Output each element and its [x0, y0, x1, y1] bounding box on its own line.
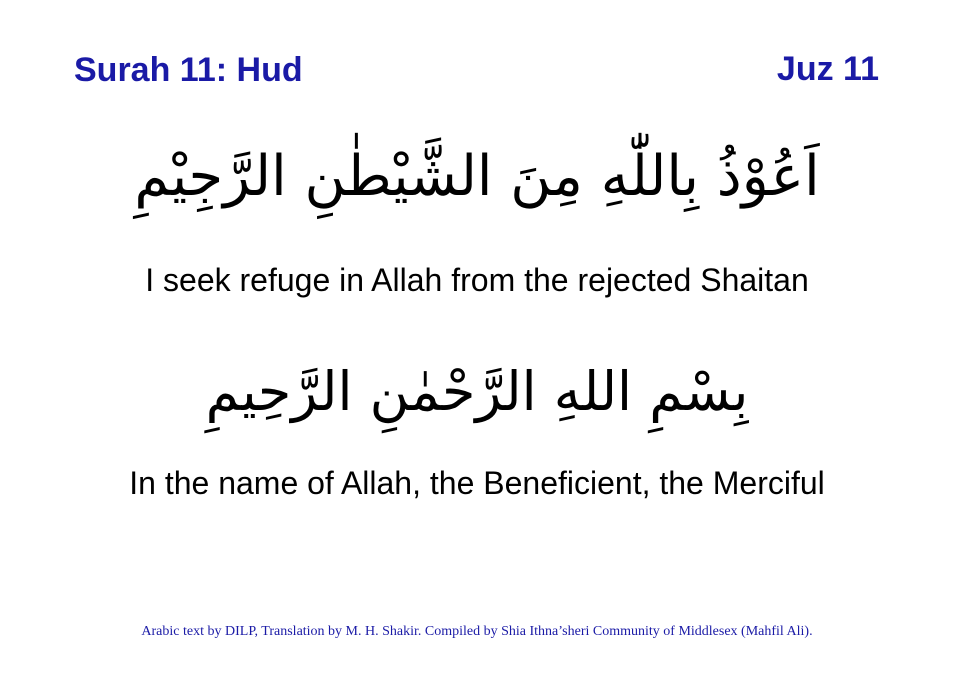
surah-title: Surah 11: Hud — [74, 51, 303, 89]
taawwudh-translation: I seek refuge in Allah from the rejected Shaitan — [145, 262, 809, 298]
basmala-arabic: بِسْمِ اللهِ الرَّحْمٰنِ الرَّحِيمِ — [205, 360, 749, 423]
footer-credits: Arabic text by DILP, Translation by M. H. Shakir. Compiled by Shia Ithna’sheri Community of Middlesex (Mahfil Ali). — [141, 624, 813, 639]
taawwudh-arabic: اَعُوْذُ بِاللّٰهِ مِنَ الشَّيْطٰنِ الرَّجِيْمِ — [134, 144, 820, 209]
juz-label: Juz 11 — [776, 50, 879, 88]
basmala-translation: In the name of Allah, the Beneficient, the Merciful — [129, 465, 825, 501]
